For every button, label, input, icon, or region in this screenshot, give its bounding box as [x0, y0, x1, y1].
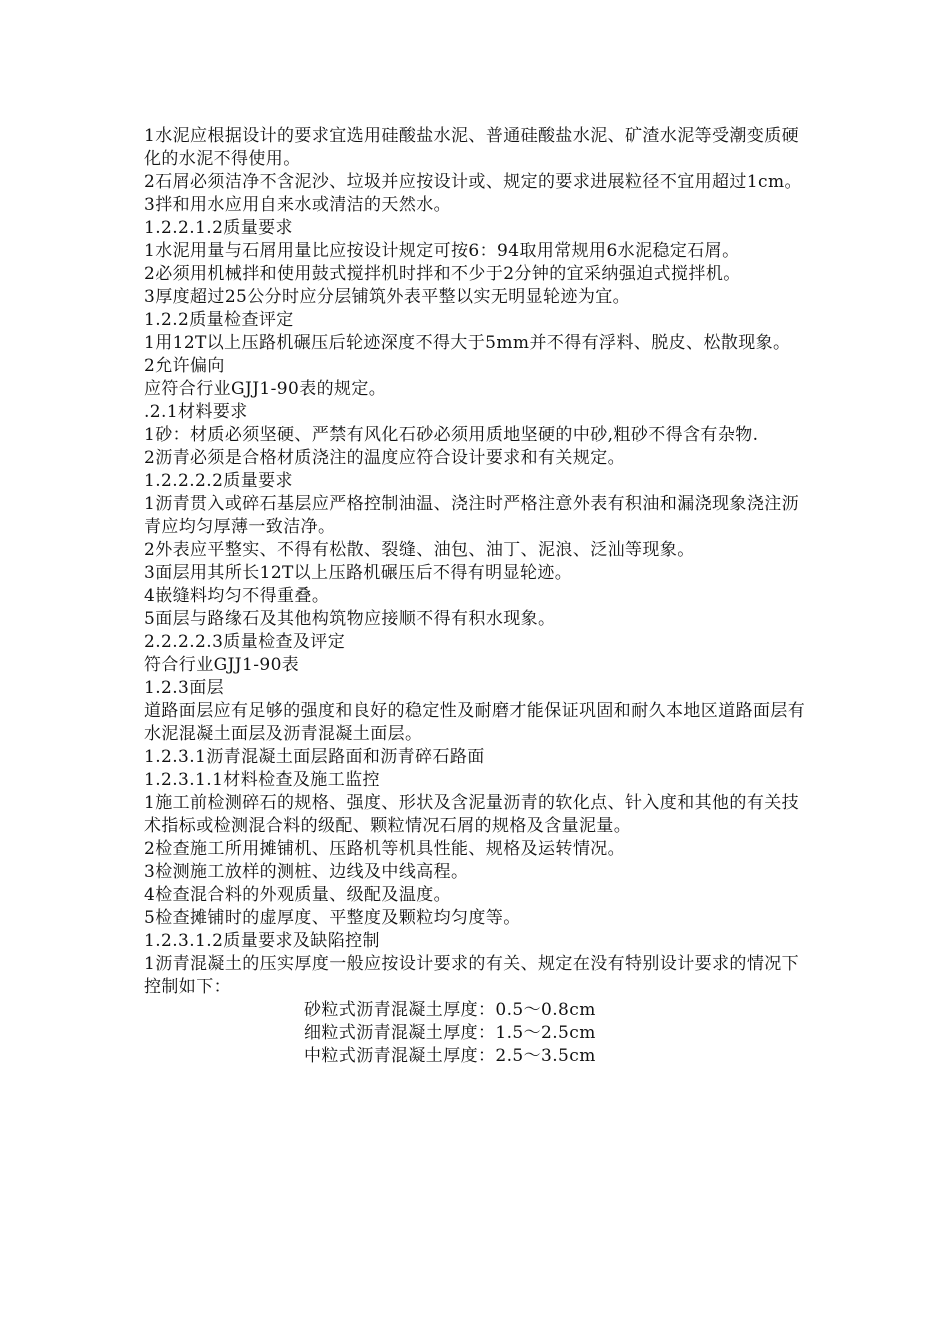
paragraph: 3厚度超过25公分时应分层铺筑外表平整以实无明显轮迹为宜。	[144, 287, 631, 307]
thickness-item: 中粒式沥青混凝土厚度：2.5～3.5cm	[304, 1046, 596, 1066]
paragraph: 1砂：材质必须坚硬、严禁有风化石砂必须用质地坚硬的中砂,粗砂不得含有杂物.	[144, 425, 759, 445]
section-heading: 1.2.3.1.1材料检查及施工监控	[144, 770, 380, 790]
paragraph: 4检查混合料的外观质量、级配及温度。	[144, 885, 452, 905]
section-heading: 1.2.2质量检查评定	[144, 310, 294, 330]
paragraph: 2石屑必须洁净不含泥沙、垃圾并应按设计或、规定的要求进展粒径不宜用超过1cm。	[144, 172, 802, 192]
paragraph: 1施工前检测碎石的规格、强度、形状及含泥量沥青的软化点、针入度和其他的有关技术指标或检测混合料的级配、颗粒情况石屑的规格及含量泥量。	[144, 793, 800, 836]
section-heading: 1.2.2.2.2质量要求	[144, 471, 293, 491]
paragraph: 2外表应平整实、不得有松散、裂缝、油包、油丁、泥浪、泛汕等现象。	[144, 540, 695, 560]
paragraph: 3面层用其所长12T以上压路机碾压后不得有明显轮迹。	[144, 563, 573, 583]
paragraph: 2允许偏向	[144, 356, 225, 376]
paragraph: 1水泥用量与石屑用量比应按设计规定可按6：94取用常规用6水泥稳定石屑。	[144, 241, 740, 261]
paragraph: 1沥青贯入或碎石基层应严格控制油温、浇注时严格注意外表有积油和漏浇现象浇注沥青应均匀厚薄一致洁净。	[144, 494, 800, 537]
paragraph: 5面层与路缘石及其他构筑物应接顺不得有积水现象。	[144, 609, 556, 629]
paragraph: 应符合行业GJJ1-90表的规定。	[144, 379, 387, 399]
paragraph: 1水泥应根据设计的要求宜选用硅酸盐水泥、普通硅酸盐水泥、矿渣水泥等受潮变质硬化的水泥不得使用。	[144, 126, 800, 169]
paragraph: 3检测施工放样的测桩、边线及中线高程。	[144, 862, 469, 882]
paragraph: 2检查施工所用摊铺机、压路机等机具性能、规格及运转情况。	[144, 839, 626, 859]
thickness-item: 细粒式沥青混凝土厚度：1.5～2.5cm	[304, 1023, 596, 1043]
thickness-list	[144, 999, 809, 1068]
section-heading: 1.2.3.1沥青混凝土面层路面和沥青碎石路面	[144, 747, 485, 767]
paragraph: 2必须用机械拌和使用鼓式搅拌机时拌和不少于2分钟的宜采纳强迫式搅拌机。	[144, 264, 741, 284]
paragraph: 1沥青混凝土的压实厚度一般应按设计要求的有关、规定在没有特别设计要求的情况下控制如下：	[144, 954, 800, 997]
document-body	[144, 125, 809, 1068]
paragraph: 2沥青必须是合格材质浇注的温度应符合设计要求和有关规定。	[144, 448, 626, 468]
section-heading: .2.1材料要求	[144, 402, 248, 422]
paragraph: 道路面层应有足够的强度和良好的稳定性及耐磨才能保证巩固和耐久本地区道路面层有水泥混凝土面层及沥青混凝土面层。	[144, 701, 806, 744]
section-heading: 1.2.3面层	[144, 678, 225, 698]
paragraph: 5检查摊铺时的虚厚度、平整度及颗粒均匀度等。	[144, 908, 521, 928]
section-heading: 1.2.2.1.2质量要求	[144, 218, 293, 238]
paragraph: 符合行业GJJ1-90表	[144, 655, 300, 675]
paragraph: 3拌和用水应用自来水或清洁的天然水。	[144, 195, 452, 215]
section-heading: 2.2.2.2.3质量检查及评定	[144, 632, 346, 652]
section-heading: 1.2.3.1.2质量要求及缺陷控制	[144, 931, 380, 951]
paragraph: 1用12T以上压路机碾压后轮迹深度不得大于5mm并不得有浮料、脱皮、松散现象。	[144, 333, 791, 353]
thickness-item: 砂粒式沥青混凝土厚度：0.5～0.8cm	[304, 1000, 596, 1020]
paragraph: 4嵌缝料均匀不得重叠。	[144, 586, 330, 606]
